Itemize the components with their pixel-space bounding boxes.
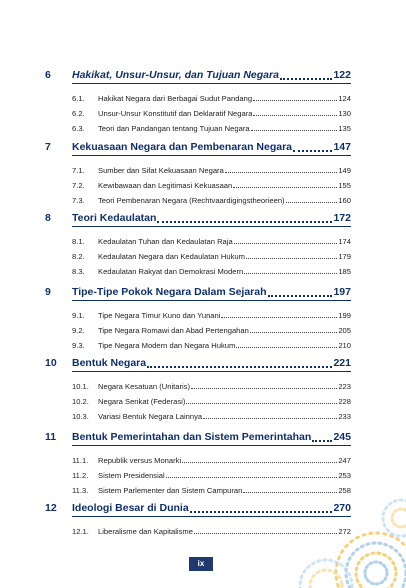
section-title: Teori Pembenaran Negara (Rechtvaardigingstheorieen) [98, 196, 285, 205]
section-title: Kedaulatan Rakyat dan Demokrasi Modern [98, 267, 244, 276]
section-page-number: 210 [338, 341, 351, 350]
chapter-underline [72, 445, 351, 446]
chapter-title-row [72, 211, 351, 225]
toc-section-entry[interactable] [0, 249, 406, 264]
chapter-heading[interactable] [0, 430, 406, 446]
toc-chapter [0, 356, 406, 424]
section-number: 9.1. [72, 311, 85, 320]
section-page-number: 124 [338, 94, 351, 103]
section-page-number: 199 [338, 311, 351, 320]
toc-section-entry[interactable] [0, 308, 406, 323]
toc-section-entry[interactable] [0, 264, 406, 279]
section-list [0, 84, 406, 136]
section-number: 6.3. [72, 124, 85, 133]
toc-section-entry[interactable] [0, 121, 406, 136]
section-page-number: 174 [338, 237, 351, 246]
toc-section-entry[interactable] [0, 379, 406, 394]
chapter-title: Bentuk Pemerintahan dan Sistem Pemerintahan [72, 431, 312, 443]
section-title: Hakikat Negara dari Berbagai Sudut Pandang [98, 94, 253, 103]
section-number: 7.1. [72, 166, 85, 175]
section-page-number: 130 [338, 109, 351, 118]
toc-section-entry[interactable] [0, 178, 406, 193]
chapter-page-number: 172 [333, 212, 351, 224]
chapter-heading[interactable] [0, 285, 406, 301]
section-page-number: 228 [338, 397, 351, 406]
dot-leader [253, 106, 337, 116]
section-list [0, 301, 406, 353]
chapter-heading[interactable] [0, 356, 406, 372]
section-number: 11.2. [72, 471, 89, 480]
section-title: Unsur-Unsur Konstitutif dan Deklaratif Negara [98, 109, 253, 118]
chapter-page-number: 197 [333, 286, 351, 298]
section-page-number: 205 [338, 326, 351, 335]
section-page-number: 149 [338, 166, 351, 175]
section-title: Tipe Negara Modern dan Negara Hukum [98, 341, 236, 350]
section-page-number: 233 [338, 412, 351, 421]
section-title: Tipe Negara Timur Kuno dan Yunani [98, 311, 221, 320]
dot-leader [268, 287, 333, 297]
chapter-page-number: 147 [333, 141, 351, 153]
chapter-underline [72, 371, 351, 372]
chapter-page-number: 245 [333, 431, 351, 443]
section-number: 11.3. [72, 486, 89, 495]
page-number: ix [189, 557, 213, 571]
chapter-title: Bentuk Negara [72, 357, 147, 369]
toc-section-entry[interactable] [0, 323, 406, 338]
section-number: 9.2. [72, 326, 85, 335]
chapter-heading[interactable] [0, 68, 406, 84]
section-title: Kewibawaan dan Legitimasi Kekuasaan [98, 181, 233, 190]
dot-leader [246, 249, 337, 259]
chapter-heading[interactable] [0, 140, 406, 156]
chapter-title-row [72, 285, 351, 299]
section-number: 8.3. [72, 267, 85, 276]
dot-leader [280, 70, 333, 80]
section-title-row [98, 121, 351, 136]
section-title-row [98, 193, 351, 208]
section-title: Negara Serikat (Federasi) [98, 397, 186, 406]
section-list [0, 227, 406, 279]
toc-section-entry[interactable] [0, 453, 406, 468]
section-number: 7.2. [72, 181, 85, 190]
section-title: Sumber dan Sifat Kekuasaan Negara [98, 166, 224, 175]
toc-section-entry[interactable] [0, 91, 406, 106]
chapter-title: Teori Kedaulatan [72, 212, 157, 224]
dot-leader [251, 121, 338, 131]
dot-leader [234, 234, 338, 244]
dot-leader [191, 379, 337, 389]
section-number: 6.2. [72, 109, 85, 118]
toc-section-entry[interactable] [0, 163, 406, 178]
section-page-number: 253 [338, 471, 351, 480]
dot-leader [233, 178, 337, 188]
chapter-title: Hakikat, Unsur-Unsur, dan Tujuan Negara [72, 69, 279, 81]
chapter-title-row [72, 430, 351, 444]
section-title-row [98, 308, 351, 323]
chapter-number: 8 [45, 212, 51, 224]
section-title-row [98, 338, 351, 353]
section-number: 6.1. [72, 94, 85, 103]
chapter-number: 10 [45, 357, 57, 369]
dot-leader [293, 142, 332, 152]
toc-section-entry[interactable] [0, 409, 406, 424]
section-title: Sistem Parlementer dan Sistem Campuran [98, 486, 243, 495]
section-title: Republik versus Monarki [98, 456, 182, 465]
section-title-row [98, 394, 351, 409]
chapter-underline [72, 155, 351, 156]
section-title-row [98, 379, 351, 394]
section-list [0, 372, 406, 424]
section-number: 8.1. [72, 237, 85, 246]
toc-section-entry[interactable] [0, 193, 406, 208]
section-title-row [98, 106, 351, 121]
chapter-page-number: 122 [333, 69, 351, 81]
dot-leader [186, 394, 337, 404]
dot-leader [250, 323, 337, 333]
toc-chapter [0, 140, 406, 208]
section-title-row [98, 409, 351, 424]
toc-section-entry[interactable] [0, 394, 406, 409]
section-title-row [98, 323, 351, 338]
dot-leader [312, 432, 332, 442]
chapter-number: 6 [45, 69, 51, 81]
chapter-title: Ideologi Besar di Dunia [72, 502, 189, 514]
chapter-underline [72, 226, 351, 227]
section-title: Kedaulatan Tuhan dan Kedaulatan Raja [98, 237, 233, 246]
dot-leader [253, 91, 337, 101]
chapter-title: Kekuasaan Negara dan Pembenaran Negara [72, 141, 293, 153]
dot-leader [182, 453, 337, 463]
section-title-row [98, 91, 351, 106]
section-number: 10.1. [72, 382, 89, 391]
dot-leader [147, 358, 332, 368]
section-page-number: 272 [338, 527, 351, 536]
section-title-row [98, 264, 351, 279]
chapter-title-row [72, 356, 351, 370]
section-title: Kedaulatan Negara dan Kedaulatan Hukum [98, 252, 245, 261]
dot-leader [244, 264, 337, 274]
chapter-title-row [72, 140, 351, 154]
chapter-page-number: 270 [333, 502, 351, 514]
dot-leader [157, 213, 332, 223]
section-number: 9.3. [72, 341, 85, 350]
section-page-number: 155 [338, 181, 351, 190]
chapter-number: 11 [45, 431, 57, 443]
chapter-underline [72, 300, 351, 301]
toc-chapter [0, 211, 406, 279]
section-title: Negara Kesatuan (Unitaris) [98, 382, 191, 391]
section-number: 7.3. [72, 196, 85, 205]
chapter-number: 9 [45, 286, 51, 298]
toc-section-entry[interactable] [0, 234, 406, 249]
dot-leader [225, 163, 338, 173]
chapter-page-number: 221 [333, 357, 351, 369]
toc-section-entry[interactable] [0, 338, 406, 353]
section-page-number: 247 [338, 456, 351, 465]
toc-chapter [0, 285, 406, 353]
dot-leader [221, 308, 337, 318]
section-page-number: 258 [338, 486, 351, 495]
section-title: Tipe Negara Romawi dan Abad Pertengahan [98, 326, 249, 335]
section-title-row [98, 163, 351, 178]
section-title-row [98, 234, 351, 249]
dot-leader [203, 409, 337, 419]
section-title: Sistem Presidensial [98, 471, 165, 480]
chapter-title: Tipe-Tipe Pokok Negara Dalam Sejarah [72, 286, 267, 298]
section-number: 12.1. [72, 527, 89, 536]
section-number: 10.2. [72, 397, 89, 406]
chapter-number: 12 [45, 502, 57, 514]
chapter-title-row [72, 68, 351, 82]
toc-chapter [0, 68, 406, 136]
dot-leader [166, 468, 338, 478]
section-title-row [98, 453, 351, 468]
section-page-number: 179 [338, 252, 351, 261]
section-title: Variasi Bentuk Negara Lainnya [98, 412, 203, 421]
toc-section-entry[interactable] [0, 106, 406, 121]
section-number: 10.3. [72, 412, 89, 421]
section-title-row [98, 178, 351, 193]
chapter-heading[interactable] [0, 211, 406, 227]
decorative-swirl-ornament [216, 478, 406, 588]
section-title: Liberalisme dan Kapitalisme [98, 527, 193, 536]
section-number: 11.1. [72, 456, 89, 465]
section-number: 8.2. [72, 252, 85, 261]
dot-leader [236, 338, 337, 348]
section-title: Teori dan Pandangan tentang Tujuan Negara [98, 124, 250, 133]
section-page-number: 223 [338, 382, 351, 391]
section-page-number: 135 [338, 124, 351, 133]
chapter-underline [72, 83, 351, 84]
section-page-number: 160 [338, 196, 351, 205]
section-list [0, 156, 406, 208]
section-title-row [98, 249, 351, 264]
dot-leader [286, 193, 338, 203]
section-page-number: 185 [338, 267, 351, 276]
chapter-number: 7 [45, 141, 51, 153]
